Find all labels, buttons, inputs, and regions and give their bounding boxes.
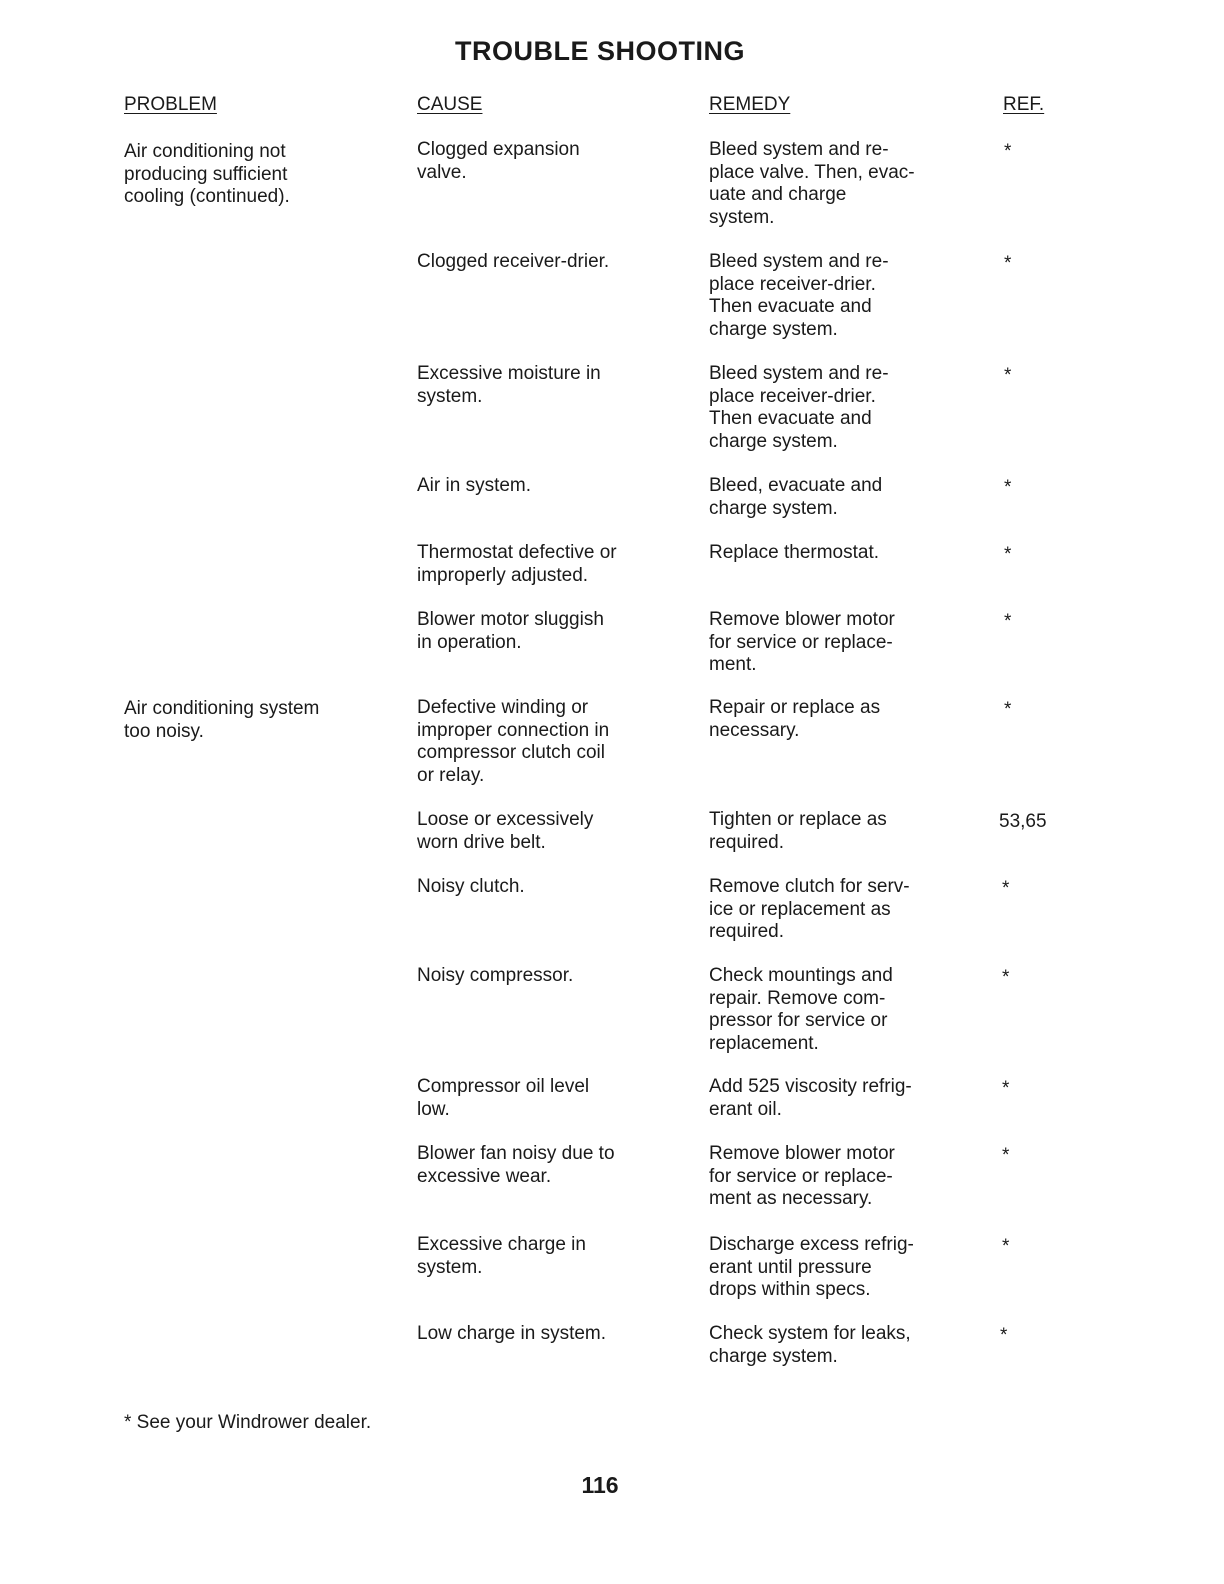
problem-cell: Air conditioning not producing sufficient cooling (continued). (124, 141, 290, 207)
header-problem: PROBLEM (124, 94, 217, 115)
cause-cell: Clogged expansion valve. (417, 139, 580, 183)
ref-cell: * (1004, 611, 1012, 632)
cause-cell: Noisy clutch. (417, 876, 525, 897)
remedy-cell: Replace thermostat. (709, 542, 880, 563)
remedy-cell: Bleed, evacuate and charge system. (709, 475, 883, 519)
ref-cell: * (1002, 1145, 1010, 1166)
ref-cell: * (1002, 967, 1010, 988)
cause-cell: Compressor oil level low. (417, 1076, 590, 1120)
ref-cell: * (1004, 477, 1012, 498)
cause-cell: Defective winding or improper connection in compressor clutch coil or relay. (417, 697, 610, 786)
ref-cell: * (1004, 699, 1012, 720)
remedy-cell: Remove blower motor for service or replace- ment as necessary. (709, 1143, 895, 1209)
remedy-cell: Tighten or replace as required. (709, 809, 887, 853)
cause-cell: Noisy compressor. (417, 965, 574, 986)
cause-cell: Blower motor sluggish in operation. (417, 609, 604, 653)
page-number: 116 (581, 1472, 619, 1498)
remedy-cell: Remove blower motor for service or replace- ment. (709, 609, 895, 675)
ref-cell: * (1004, 253, 1012, 274)
remedy-cell: Bleed system and re- place valve. Then, evac- uate and charge system. (709, 139, 915, 228)
cause-cell: Excessive charge in system. (417, 1234, 586, 1278)
remedy-cell: Add 525 viscosity refrig- erant oil. (709, 1076, 912, 1120)
cause-cell: Excessive moisture in system. (417, 363, 601, 407)
ref-cell: * (1004, 544, 1012, 565)
remedy-cell: Repair or replace as necessary. (709, 697, 881, 741)
remedy-cell: Bleed system and re- place receiver-drier. Then evacuate and charge system. (709, 251, 889, 340)
header-remedy: REMEDY (709, 94, 791, 115)
ref-cell: 53,65 (999, 811, 1047, 832)
cause-cell: Clogged receiver-drier. (417, 251, 610, 272)
ref-cell: * (1004, 365, 1012, 386)
cause-cell: Air in system. (417, 475, 532, 496)
ref-cell: * (1004, 141, 1012, 162)
remedy-cell: Check mountings and repair. Remove com- pressor for service or replacement. (709, 965, 893, 1054)
remedy-cell: Check system for leaks, charge system. (709, 1323, 911, 1367)
footnote: * See your Windrower dealer. (124, 1412, 372, 1433)
cause-cell: Low charge in system. (417, 1323, 607, 1344)
ref-cell: * (1002, 878, 1010, 899)
ref-cell: * (1000, 1325, 1008, 1346)
remedy-cell: Remove clutch for serv- ice or replacement as required. (709, 876, 910, 942)
ref-cell: * (1002, 1078, 1010, 1099)
cause-cell: Loose or excessively worn drive belt. (417, 809, 594, 853)
cause-cell: Blower fan noisy due to excessive wear. (417, 1143, 615, 1187)
cause-cell: Thermostat defective or improperly adjusted. (417, 542, 617, 586)
remedy-cell: Discharge excess refrig- erant until pressure drops within specs. (709, 1234, 914, 1300)
header-ref: REF. (1003, 94, 1045, 115)
page-title: TROUBLE SHOOTING (455, 36, 745, 66)
problem-cell: Air conditioning system too noisy. (124, 698, 320, 742)
header-cause: CAUSE (417, 94, 483, 115)
remedy-cell: Bleed system and re- place receiver-drier. Then evacuate and charge system. (709, 363, 889, 452)
ref-cell: * (1002, 1236, 1010, 1257)
